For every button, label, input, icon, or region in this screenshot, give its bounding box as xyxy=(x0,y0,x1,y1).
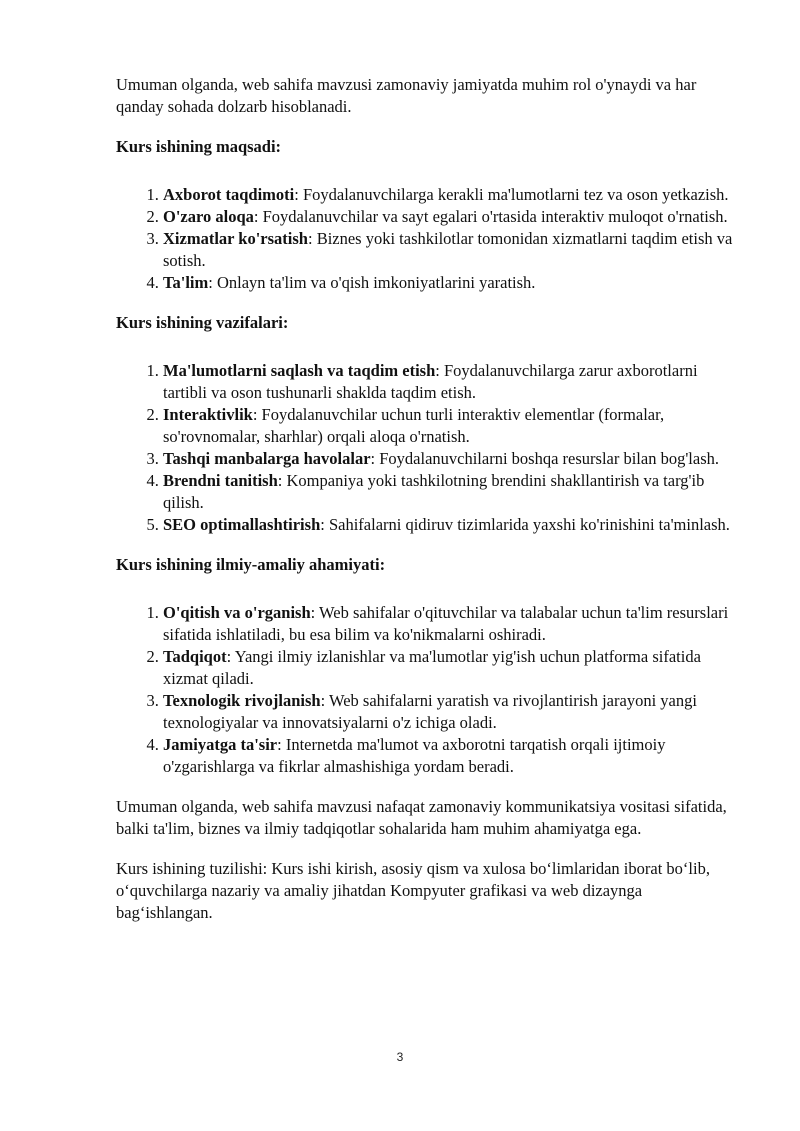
list-item-term: Tadqiqot xyxy=(163,647,227,666)
list-item-term: O'zaro aloqa xyxy=(163,207,254,226)
list-item-text: : Foydalanuvchilarni boshqa resurslar bilan bog'lash. xyxy=(370,449,720,468)
list-item-text: : Yangi ilmiy izlanishlar va ma'lumotlar yig'ish uchun platforma sifatida xizmat qiladi. xyxy=(163,647,701,688)
list-item-term: Xizmatlar ko'rsatish xyxy=(163,229,308,248)
list-item-term: Ta'lim xyxy=(163,273,209,292)
list-item xyxy=(163,272,736,294)
list-item xyxy=(163,602,736,646)
list-item xyxy=(163,206,736,228)
list-item-term: Interaktivlik xyxy=(163,405,253,424)
page-number: 3 xyxy=(396,1050,404,1064)
list-item-term: Texnologik rivojlanish xyxy=(163,691,321,710)
list-item-text: : Biznes yoki tashkilotlar tomonidan xizmatlarni taqdim etish va sotish. xyxy=(163,229,733,270)
list-item xyxy=(163,514,736,536)
document-page xyxy=(116,74,736,942)
list-item-term: Jamiyatga ta'sir xyxy=(163,735,278,754)
list-item-term: Tashqi manbalarga havolalar xyxy=(163,449,371,468)
list-item-term: Ma'lumotlarni saqlash va taqdim etish xyxy=(163,361,436,380)
list-item xyxy=(163,448,736,470)
list-item-text: : Web sahifalar o'qituvchilar va talabalar uchun ta'lim resurslari sifatida ishlatiladi, bu esa bilim va ko'nikmalarni oshiradi. xyxy=(163,603,729,644)
closing-paragraph: Umuman olganda, web sahifa mavzusi nafaqat zamonaviy kommunikatsiya vositasi sifatida, balki ta'lim, biznes va ilmiy tadqiqotlar sohalarida ham muhim ahamiyatga ega. xyxy=(116,797,727,838)
list-item-term: Axborot taqdimoti xyxy=(163,185,295,204)
list-item-text: : Sahifalarni qidiruv tizimlarida yaxshi ko'rinishini ta'minlash. xyxy=(320,515,730,534)
list-item xyxy=(163,734,736,778)
list-item-text: : Web sahifalarni yaratish va rivojlantirish jarayoni yangi texnologiyalar va innovatsiyalarni o'z ichiga oladi. xyxy=(163,691,697,732)
list-item xyxy=(163,690,736,734)
list-item xyxy=(163,646,736,690)
significance-heading: Kurs ishining ilmiy-amaliy ahamiyati: xyxy=(116,555,386,574)
list-item-text: : Foydalanuvchilar uchun turli interaktiv elementlar (formalar, so'rovnomalar, sharhlar) orqali aloqa o'rnatish. xyxy=(163,405,665,446)
list-item-text: : Foydalanuvchilar va sayt egalari o'rtasida interaktiv muloqot o'rnatish. xyxy=(253,207,728,226)
tasks-heading: Kurs ishining vazifalari: xyxy=(116,313,289,332)
list-item-text: : Kompaniya yoki tashkilotning brendini shakllantirish va targ'ib qilish. xyxy=(163,471,705,512)
list-item xyxy=(163,184,736,206)
list-item xyxy=(163,228,736,272)
list-item-term: O'qitish va o'rganish xyxy=(163,603,311,622)
list-item-text: : Internetda ma'lumot va axborotni tarqatish orqali ijtimoiy o'zgarishlarga va fikrlar almashishiga yordam beradi. xyxy=(163,735,666,776)
goal-list xyxy=(116,184,736,294)
list-item-text: : Foydalanuvchilarga kerakli ma'lumotlarni tez va oson yetkazish. xyxy=(294,185,729,204)
list-item-text: : Foydalanuvchilarga zarur axborotlarni tartibli va oson tushunarli shaklda taqdim etish. xyxy=(163,361,698,402)
list-item xyxy=(163,360,736,404)
list-item-text: : Onlayn ta'lim va o'qish imkoniyatlarini yaratish. xyxy=(208,273,536,292)
list-item xyxy=(163,404,736,448)
intro-paragraph: Umuman olganda, web sahifa mavzusi zamonaviy jamiyatda muhim rol o'ynaydi va har qanday sohada dolzarb hisoblanadi. xyxy=(116,75,697,116)
list-item-term: SEO optimallashtirish xyxy=(163,515,321,534)
goal-heading: Kurs ishining maqsadi: xyxy=(116,137,282,156)
significance-list xyxy=(116,602,736,778)
list-item-term: Brendni tanitish xyxy=(163,471,278,490)
tasks-list xyxy=(116,360,736,536)
structure-paragraph: Kurs ishining tuzilishi: Kurs ishi kirish, asosiy qism va xulosa bo‘limlaridan iborat bo‘lib, o‘quvchilarga nazariy va amaliy jihatdan Kompyuter grafikasi va web dizaynga bag‘ishlangan. xyxy=(116,859,710,922)
list-item xyxy=(163,470,736,514)
